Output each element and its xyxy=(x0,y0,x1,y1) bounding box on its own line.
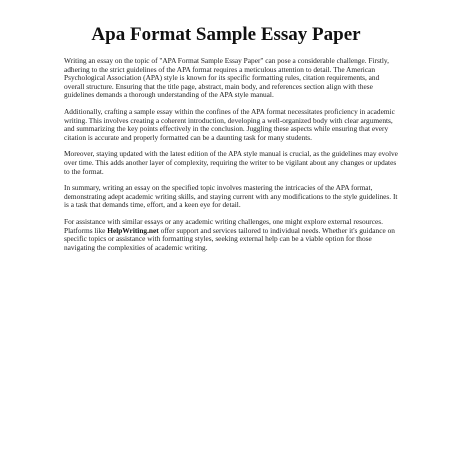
paragraph-5-text-start: For assistance with similar essays or any academic writing challenges, one might explore external resources. Platforms like xyxy=(64,216,383,235)
paragraph-2: Additionally, crafting a sample essay within the confines of the APA format necessitates proficiency in academic writing. This involves creating a coherent introduction, developing a well-organized body with clear arguments, and summarizing the key points effectively in the conclusion. Juggling these aspects while ensuring that every citation is accurate and properly formatted can be a daunting task for many students. xyxy=(64,106,395,142)
helpwriting-link-text: HelpWriting.net xyxy=(107,225,159,235)
paragraph-5 xyxy=(64,218,398,252)
page-title: Apa Format Sample Essay Paper xyxy=(91,24,361,45)
document-body xyxy=(64,57,398,252)
paragraph-1: Writing an essay on the topic of "APA Format Sample Essay Paper" can pose a considerable challenge. Firstly, adhering to the strict guidelines of the APA format requires a meticulous attention to detail. The American Psychological Association (APA) style is known for its specific formatting rules, citation requirements, and overall structure. Ensuring that the title page, abstract, main body, and references section align with these guidelines demands a thorough understanding of the APA style manual. xyxy=(64,56,389,100)
paragraph-5-text-end: offer support and services tailored to individual needs. Whether it's guidance on specific topics or assistance with formatting styles, seeking external help can be a viable option for those navigating the complexities of academic writing. xyxy=(64,225,395,252)
paragraph-4: In summary, writing an essay on the specified topic involves mastering the intricacies of the APA format, demonstrating adept academic writing skills, and staying current with any modifications to the style guidelines. It is a task that demands time, effort, and a keen eye for detail. xyxy=(64,183,398,210)
paragraph-3: Moreover, staying updated with the latest edition of the APA style manual is crucial, as the guidelines may evolve over time. This adds another layer of complexity, requiring the writer to be vigilant about any changes or updates to the format. xyxy=(64,149,398,176)
